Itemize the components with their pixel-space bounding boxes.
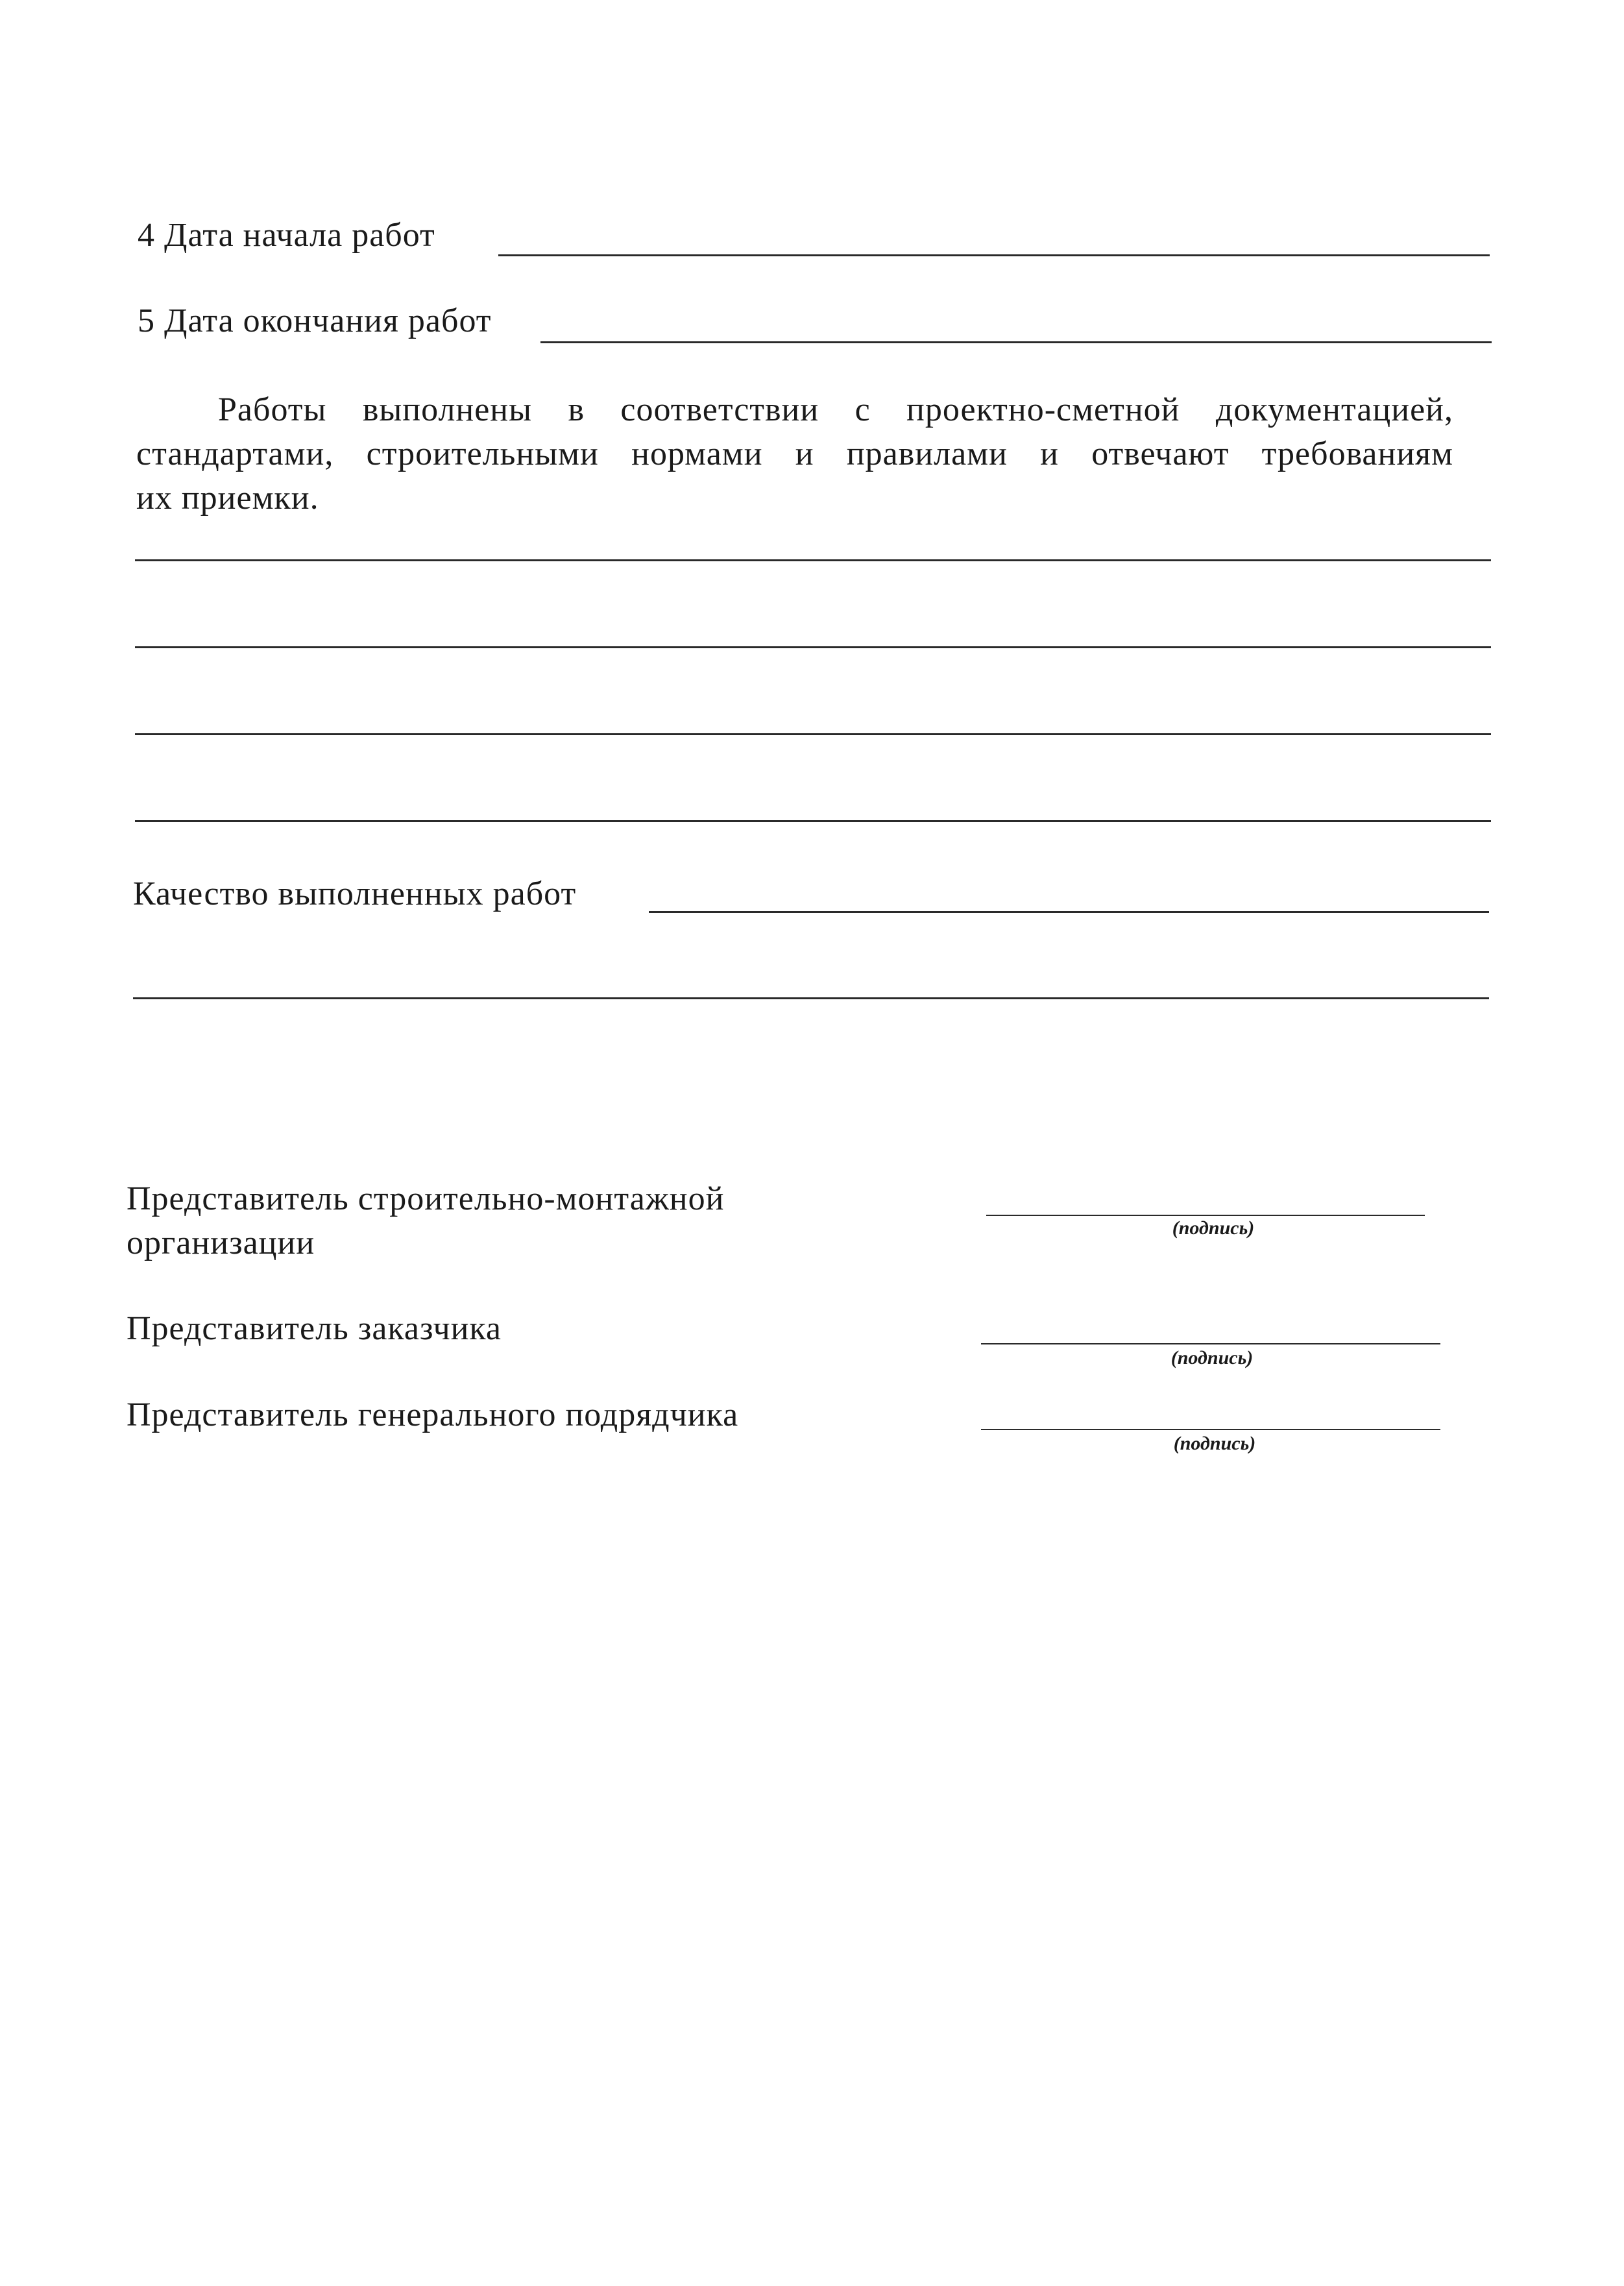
- remark-line-4[interactable]: [135, 820, 1491, 822]
- remark-line-3[interactable]: [135, 733, 1491, 735]
- end-date-label: 5 Дата окончания работ: [138, 302, 492, 339]
- remark-line-2[interactable]: [135, 646, 1491, 648]
- quality-line-2[interactable]: [133, 997, 1489, 999]
- statement-line-3: их приемки.: [136, 480, 319, 517]
- start-date-line[interactable]: [498, 254, 1490, 256]
- signature-label-contractor: [127, 1178, 724, 1221]
- remark-line-1[interactable]: [135, 559, 1491, 561]
- statement-line-2: стандартами, строительными нормами и правилами и отвечают требованиям: [136, 435, 1453, 472]
- signature-hint-contractor: (подпись): [1172, 1217, 1255, 1239]
- signature-label-general-contractor: Представитель генерального подрядчика: [127, 1396, 739, 1433]
- quality-line[interactable]: [649, 911, 1489, 913]
- signature-line-customer[interactable]: [981, 1343, 1440, 1344]
- signature-label-contractor-line1: Представитель строительно-монтажной: [127, 1180, 725, 1217]
- statement-line-1: Работы выполнены в соответствии с проектно-сметной документацией,: [218, 391, 1453, 428]
- quality-label: Качество выполненных работ: [133, 875, 577, 912]
- signature-line-general-contractor[interactable]: [981, 1429, 1440, 1430]
- signature-hint-general-contractor: (подпись): [1173, 1433, 1256, 1454]
- signature-hint-customer: (подпись): [1170, 1347, 1254, 1368]
- signature-line-contractor[interactable]: [986, 1215, 1425, 1216]
- signature-label-contractor-line2: организации: [127, 1224, 315, 1261]
- end-date-line[interactable]: [540, 341, 1492, 343]
- compliance-statement: [136, 388, 1453, 520]
- signature-label-customer: Представитель заказчика: [127, 1310, 502, 1347]
- start-date-label: 4 Дата начала работ: [138, 217, 435, 254]
